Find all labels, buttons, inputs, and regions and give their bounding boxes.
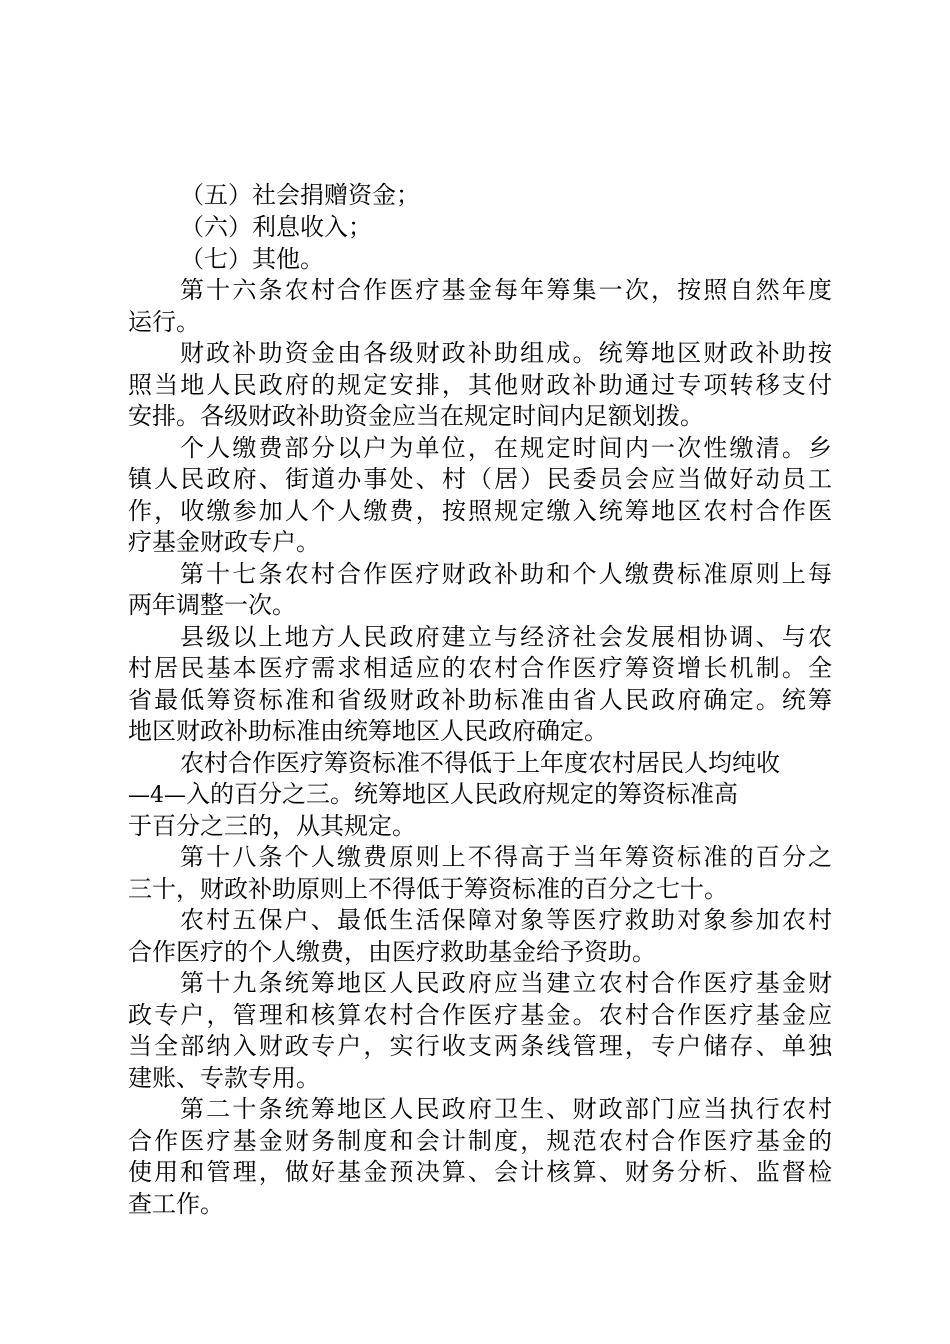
text-line: 运行。 xyxy=(128,308,200,336)
page-number: —4— xyxy=(128,783,186,808)
text-line: 政专户，管理和核算农村合作医疗基金。农村合作医疗基金应 xyxy=(128,1001,832,1029)
text-line: 地区财政补助标准由统筹地区人民政府确定。 xyxy=(128,717,608,745)
text-line: 县级以上地方人民政府建立与经济社会发展相协调、与农 xyxy=(180,623,832,651)
text-line: 第十九条统筹地区人民政府应当建立农村合作医疗基金财 xyxy=(180,969,832,997)
text-line: 镇人民政府、街道办事处、村（居）民委员会应当做好动员工 xyxy=(128,465,832,493)
text-line: （六）利息收入； xyxy=(180,213,372,241)
text-line: 于百分之三的，从其规定。 xyxy=(128,812,416,840)
text-line: （五）社会捐赠资金； xyxy=(180,181,420,209)
text-line: 合作医疗的个人缴费，由医疗救助基金给予资助。 xyxy=(128,938,656,966)
text-line: 查工作。 xyxy=(128,1190,224,1218)
text-line: 安排。各级财政补助资金应当在规定时间内足额划拨。 xyxy=(128,402,704,430)
text-line: 村居民基本医疗需求相适应的农村合作医疗筹资增长机制。全 xyxy=(128,654,832,682)
text-line: 第十六条农村合作医疗基金每年筹集一次，按照自然年度 xyxy=(180,276,832,304)
text-line: —4—入的百分之三。统筹地区人民政府规定的筹资标准高 xyxy=(128,780,738,808)
text-line: 合作医疗基金财务制度和会计制度，规范农村合作医疗基金的 xyxy=(128,1127,832,1155)
text-line: 第二十条统筹地区人民政府卫生、财政部门应当执行农村 xyxy=(180,1095,832,1123)
text-line: 第十八条个人缴费原则上不得高于当年筹资标准的百分之 xyxy=(180,843,832,871)
text-line: 第十七条农村合作医疗财政补助和个人缴费标准原则上每 xyxy=(180,560,832,588)
text-line: 作，收缴参加人个人缴费，按照规定缴入统筹地区农村合作医 xyxy=(128,497,832,525)
text-line: 农村合作医疗筹资标准不得低于上年度农村居民人均纯收 xyxy=(180,749,780,777)
text-line: 个人缴费部分以户为单位，在规定时间内一次性缴清。乡 xyxy=(180,434,832,462)
text-line: 两年调整一次。 xyxy=(128,591,296,619)
text-line: 当全部纳入财政专户，实行收支两条线管理，专户储存、单独 xyxy=(128,1032,832,1060)
text-line: 照当地人民政府的规定安排，其他财政补助通过专项转移支付 xyxy=(128,371,832,399)
text-line: 疗基金财政专户。 xyxy=(128,528,320,556)
text-line: 农村五保户、最低生活保障对象等医疗救助对象参加农村 xyxy=(180,906,832,934)
text-line: 建账、专款专用。 xyxy=(128,1064,320,1092)
text-line: （七）其他。 xyxy=(180,245,324,273)
text-line: 财政补助资金由各级财政补助组成。统筹地区财政补助按 xyxy=(180,339,832,367)
text-line: 省最低筹资标准和省级财政补助标准由省人民政府确定。统筹 xyxy=(128,686,832,714)
text-line: 使用和管理，做好基金预决算、会计核算、财务分析、监督检 xyxy=(128,1158,832,1186)
text-line: 三十，财政补助原则上不得低于筹资标准的百分之七十。 xyxy=(128,875,728,903)
